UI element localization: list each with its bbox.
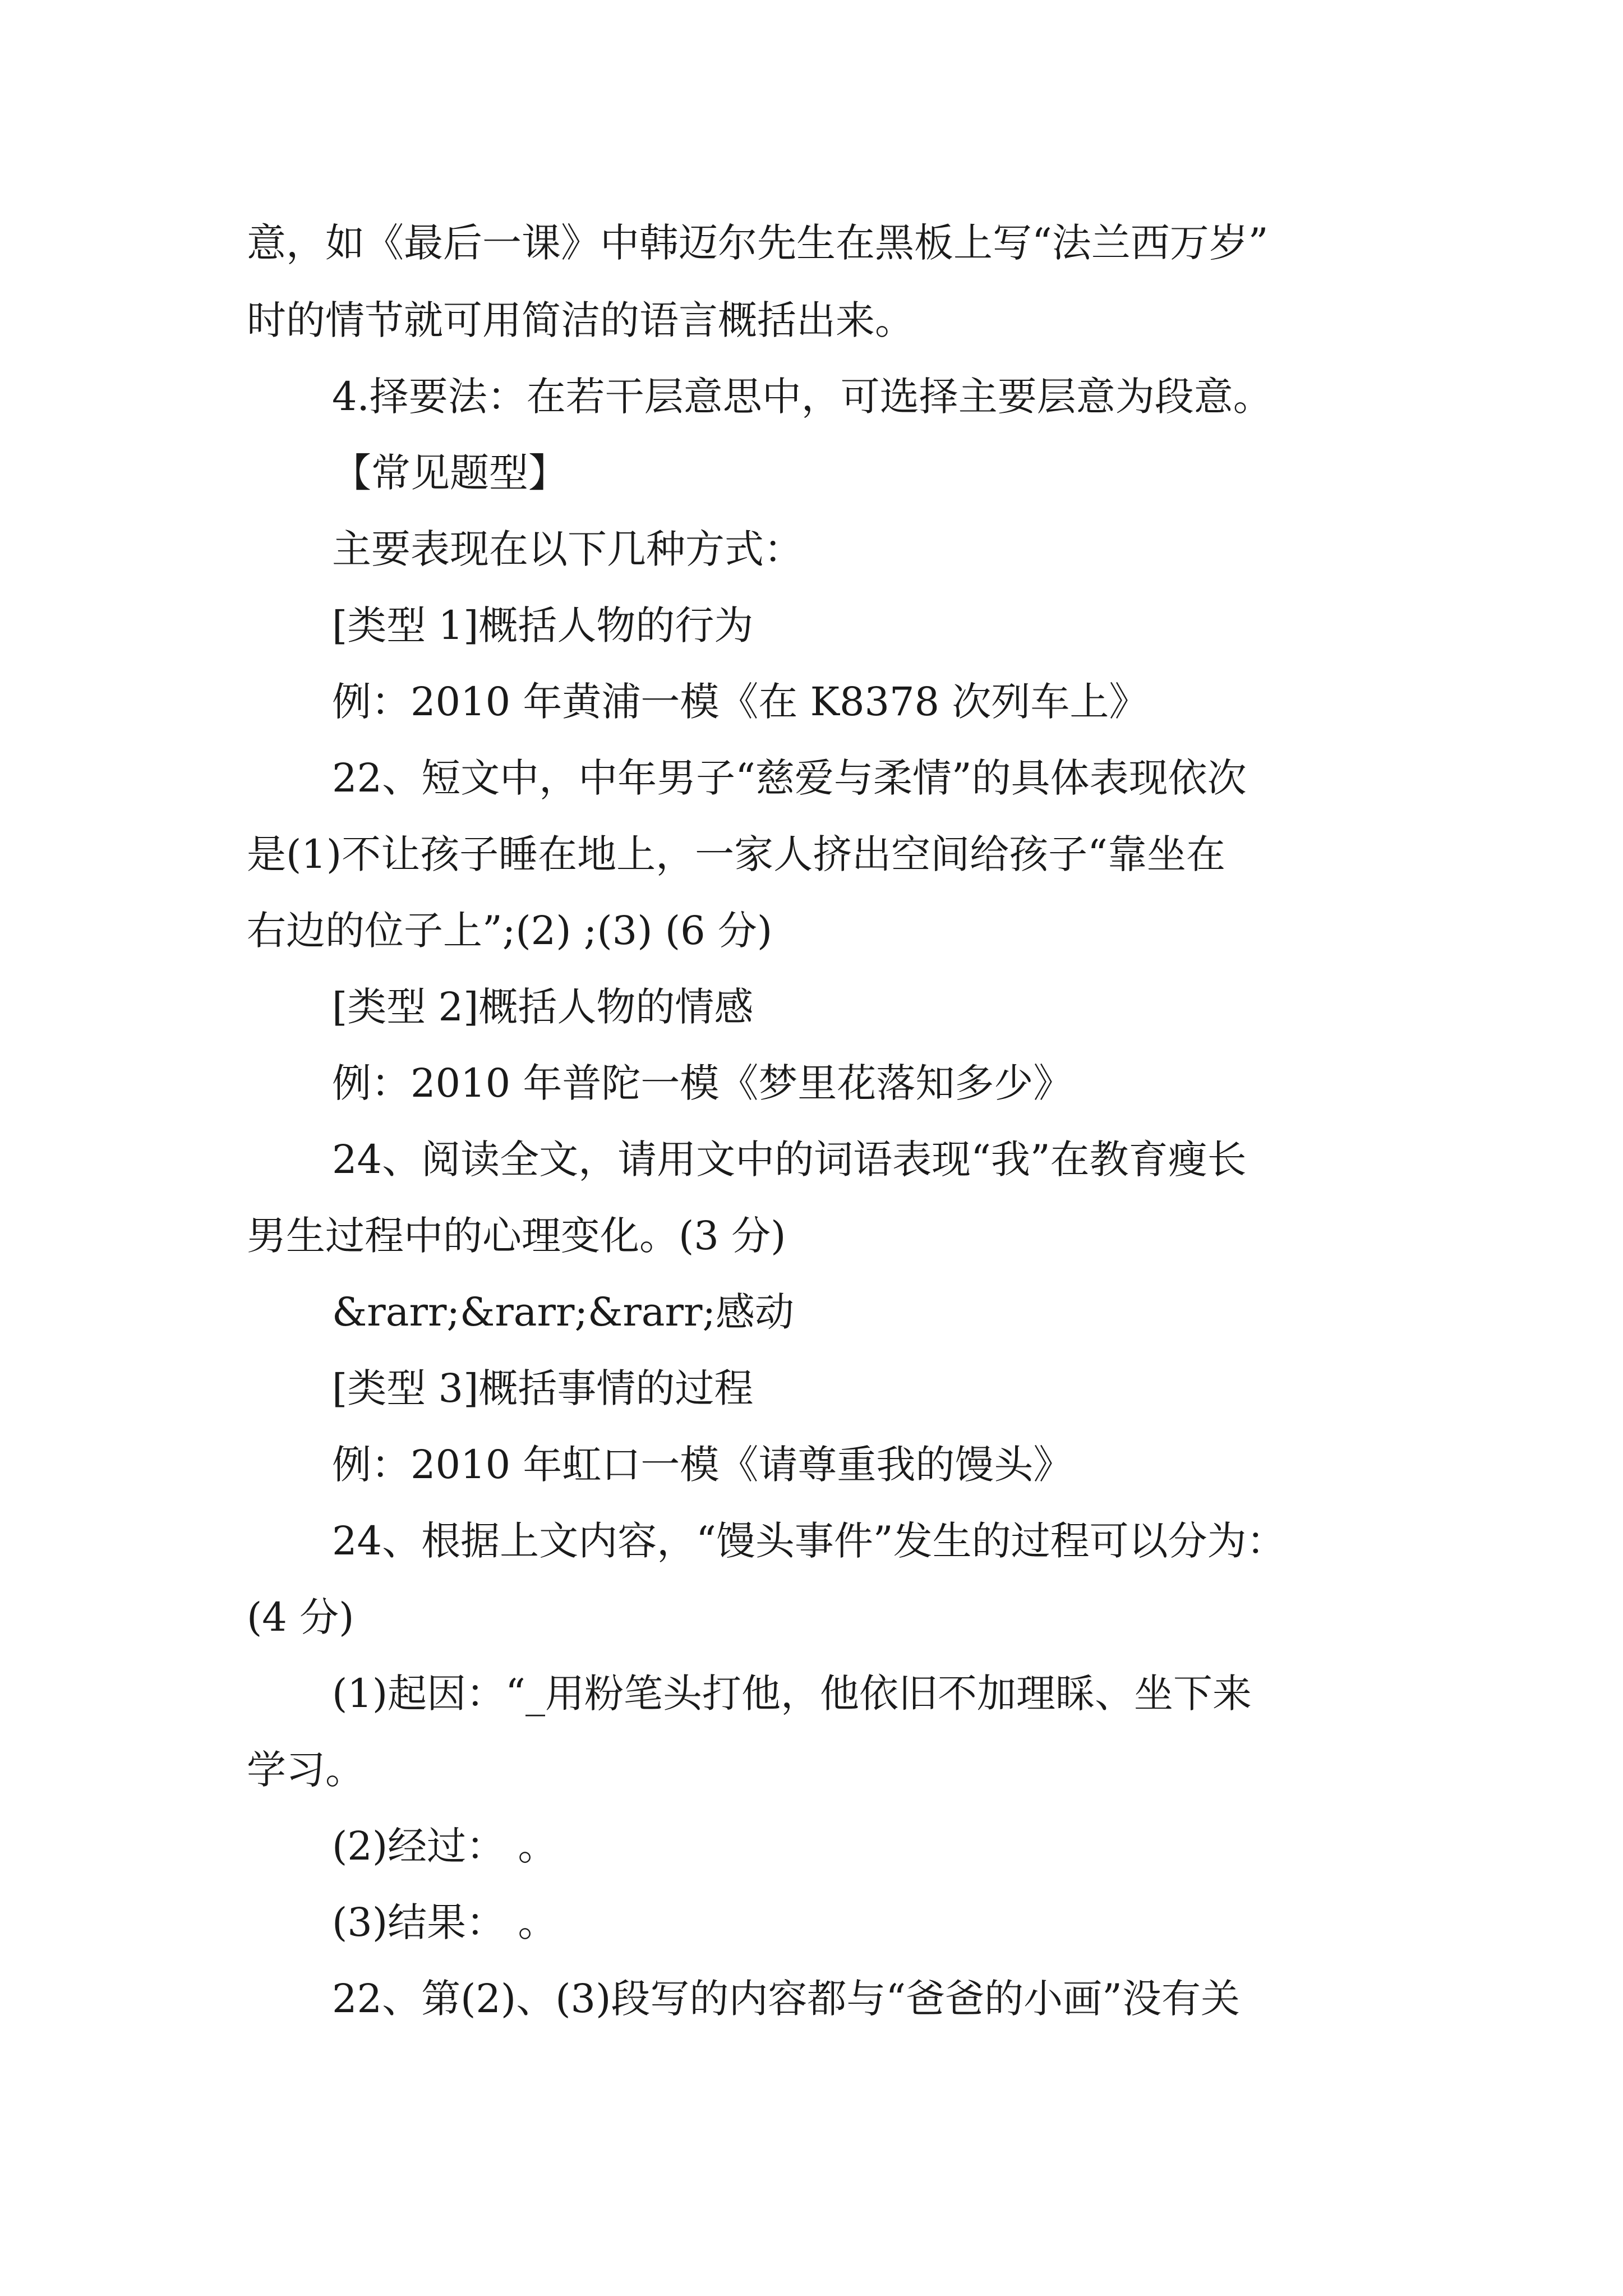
type-heading: [类型 3]概括事情的过程 xyxy=(332,1365,754,1411)
text-line: (3)结果： 。 xyxy=(332,1899,557,1945)
question-line: 22、短文中，中年男子“慈爱与柔情”的具体表现依次 xyxy=(332,755,1247,801)
question-line: 24、阅读全文，请用文中的词语表现“我”在教育瘦长 xyxy=(332,1137,1247,1182)
text-line: 是(1)不让孩子睡在地上，一家人挤出空间给孩子“靠坐在 xyxy=(247,831,1225,877)
text-line: (2)经过： 。 xyxy=(332,1823,557,1869)
example-line: 例：2010 年普陀一模《梦里花落知多少》 xyxy=(332,1060,1073,1106)
text-line: 4.择要法：在若干层意思中，可选择主要层意为段意。 xyxy=(332,374,1272,420)
text-line: 男生过程中的心理变化。(3 分) xyxy=(247,1213,786,1259)
text-line: 时的情节就可用简洁的语言概括出来。 xyxy=(247,297,914,343)
type-heading: [类型 1]概括人物的行为 xyxy=(332,602,754,648)
question-line: 24、根据上文内容，“馒头事件”发生的过程可以分为： xyxy=(332,1518,1286,1564)
text-line: &rarr;&rarr;&rarr;感动 xyxy=(332,1289,795,1335)
example-line: 例：2010 年虹口一模《请尊重我的馒头》 xyxy=(332,1442,1073,1488)
text-line: 意，如《最后一课》中韩迈尔先生在黑板上写“法兰西万岁” xyxy=(247,220,1269,266)
text-line: 学习。 xyxy=(247,1747,365,1793)
text-line: 主要表现在以下几种方式： xyxy=(332,526,803,572)
text-line: (1)起因：“_用粉笔头打他，他依旧不加理睬、坐下来 xyxy=(332,1671,1252,1717)
type-heading: [类型 2]概括人物的情感 xyxy=(332,984,754,1030)
text-line: (4 分) xyxy=(247,1594,354,1640)
question-line: 22、第(2)、(3)段写的内容都与“爸爸的小画”没有关 xyxy=(332,1976,1240,2022)
text-line: 右边的位子上”;(2) ;(3) (6 分) xyxy=(247,908,773,954)
section-heading: 【常见题型】 xyxy=(332,450,568,496)
example-line: 例：2010 年黄浦一模《在 K8378 次列车上》 xyxy=(332,679,1149,725)
